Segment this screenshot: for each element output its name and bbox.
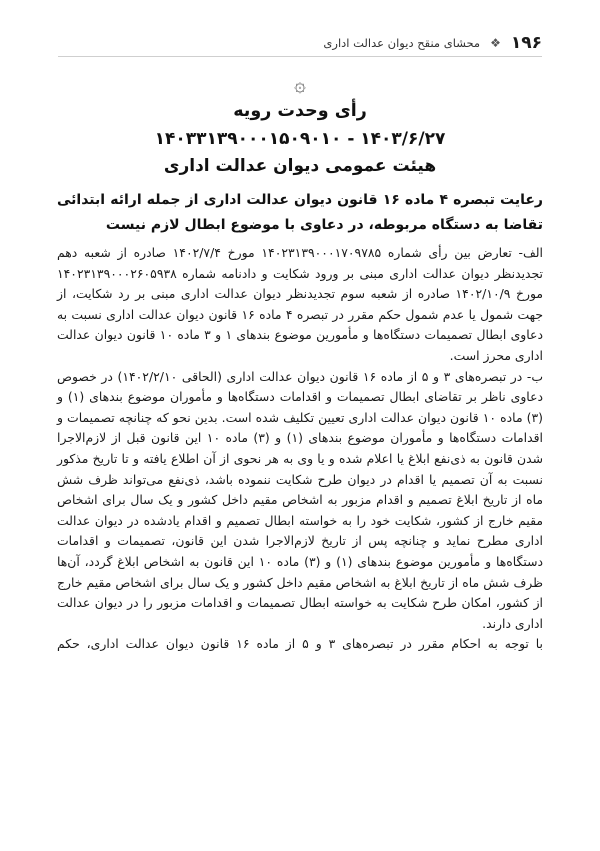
page-header: [58, 30, 542, 57]
ruling-number-date: ۱۴۰۳۳۱۳۹۰۰۰۱۵۰۹۰۱۰ - ۱۴۰۳/۶/۲۷: [154, 129, 446, 149]
running-title: محشای منقح دیوان عدالت اداری: [323, 36, 481, 50]
header-ornament-icon: ❖: [490, 36, 501, 50]
ruling-body: [57, 243, 543, 655]
page-number: ۱۹۶: [510, 33, 542, 53]
ruling-heading: رأی وحدت رویه: [233, 101, 367, 121]
paragraph-alef: الف- تعارض بین رأی شماره ۱۴۰۲۳۱۳۹۰۰۰۱۷۰۹۷۸۵ مورخ ۱۴۰۲/۷/۴ صادره از شعبه دهم تجدیدنظر دیوان عدالت اداری مبنی بر ورود شکایت و دادنامه شماره ۱۴۰۲۳۱۳۹۰۰۰۲۶۰۵۹۳۸ مورخ ۱۴۰۲/۱۰/۹ صادره از شعبه سوم تجدیدنظر دیوان عدالت اداری مبنی بر رد شکایت، از جهت شمول یا عدم شمول حکم مقرر در تبصره ۴ ماده ۱۶ قانون دیوان عدالت اداری نسبت به دعاوی ابطال تصمیمات دستگاه‌ها و مأمورین موضوع بندهای ۱ و ۳ ماده ۱۰ قانون دیوان عدالت اداری محرز است.: [57, 245, 543, 363]
paragraph-continued: با توجه به احکام مقرر در تبصره‌های ۳ و ۵ از ماده ۱۶ قانون دیوان عدالت اداری، حکم: [57, 636, 543, 652]
ruling-subject: رعایت تبصره ۴ ماده ۱۶ قانون دیوان عدالت اداری از جمله ارائه ابتدائی تقاضا به دستگاه مربوطه، در دعاوی با موضوع ابطال لازم نیست: [57, 192, 543, 233]
star-ornament-icon: ۞: [294, 72, 306, 96]
paragraph-be: ب- در تبصره‌های ۳ و ۵ از ماده ۱۶ قانون دیوان عدالت اداری (الحاقی ۱۴۰۲/۲/۱۰) در خصوص دعاوی ناظر بر تقاضای ابطال تصمیمات و اقدامات دستگاه‌ها و مأموران موضوع بندهای (۱) و (۳) ماده ۱۰ قانون دیوان عدالت اداری تعیین تکلیف شده است. بدین نحو که چنانچه تصمیمات و اقدامات دستگاه‌ها و مأموران موضوع بندهای (۱) و (۳) ماده ۱۰ این قانون قبل از لازم‌الاجرا شدن قانون به ذی‌نفع ابلاغ یا اعلام شده و یا وی به هر نحوی از آن اطلاع یافته و تا تاریخ مذکور نسبت به آن تصمیم یا اقدام در دیوان طرح شکایت ننموده باشد، ذی‌نفع می‌تواند ظرف شش ماه از تاریخ ابلاغ تصمیم و اقدام مزبور به اشخاص مقیم داخل کشور و یک سال برای اشخاص مقیم خارج از کشور، شکایت خود را به خواسته ابطال تصمیم و اقدام یادشده در دیوان عدالت اداری مطرح نماید و چنانچه پس از تاریخ لازم‌الاجرا شدن این قانون، تصمیمات و اقدامات دستگاه‌ها و مأمورین موضوع بندهای (۱) و (۳) ماده ۱۰ این قانون به اشخاص ابلاغ گردد، آن‌ها ظرف شش ماه از تاریخ ابلاغ به اشخاص مقیم داخل کشور و یک سال برای اشخاص مقیم خارج از کشور، امکان طرح شکایت به خواسته ابطال تصمیمات و اقدامات مزبور را در دیوان عدالت اداری دارند.: [57, 368, 543, 631]
issuing-body: هیئت عمومی دیوان عدالت اداری: [163, 156, 437, 176]
